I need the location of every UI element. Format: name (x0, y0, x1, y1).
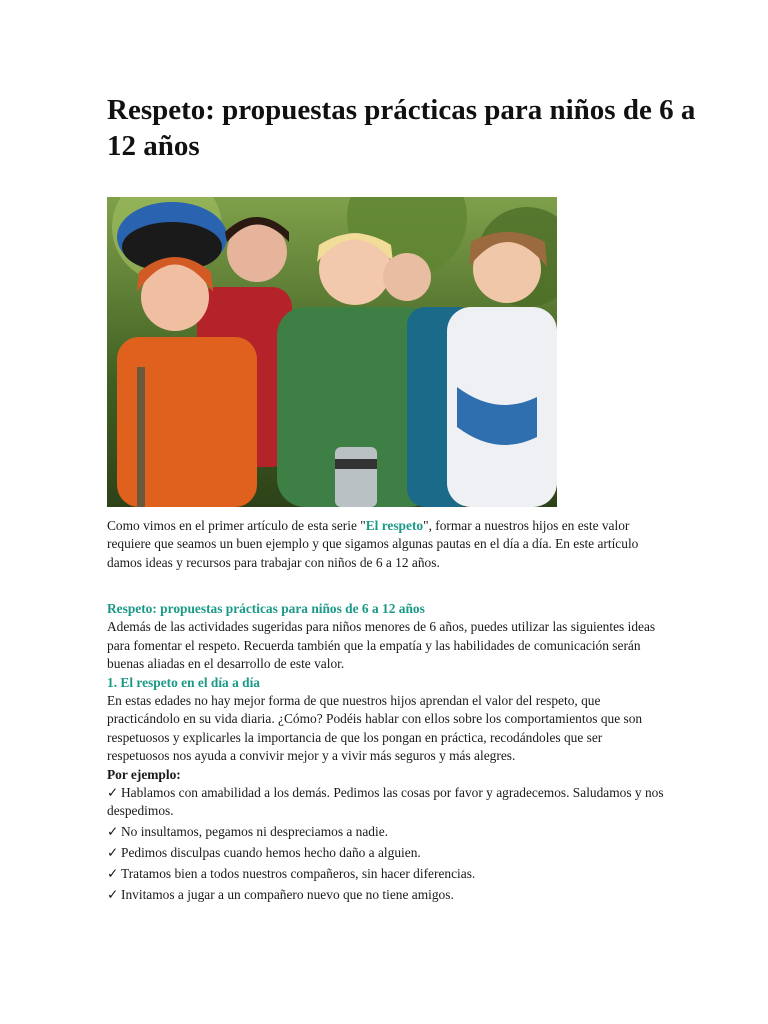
subparagraph: En estas edades no hay mejor forma de que nuestros hijos aprendan el valor del respeto, que practicándolo en su vida diaria. ¿Cómo? Podéis hablar con ellos sobre los comportamientos que son respetuosos y explicarles la importancia de que los pongan en práctica, recodándoles que ser respetuosos nos ayuda a convivir mejor y a vivir más seguros y más alegres. (107, 693, 643, 764)
subheading: 1. El respeto en el día a día (107, 674, 261, 690)
check-icon: ✓ (107, 824, 119, 840)
check-icon: ✓ (107, 887, 119, 903)
check-icon: ✓ (107, 845, 119, 861)
section-content (107, 600, 667, 907)
list-item: ✓ Tratamos bien a todos nuestros compañeros, sin hacer diferencias. (107, 865, 667, 883)
intro-text-before: Como vimos en el primer artículo de esta serie " (107, 518, 366, 533)
examples-list (107, 784, 667, 904)
list-item: ✓ Invitamos a jugar a un compañero nuevo que no tiene amigos. (107, 886, 667, 904)
list-item: ✓ Hablamos con amabilidad a los demás. Pedimos las cosas por favor y agradecemos. Saludamos y nos despedimos. (107, 785, 664, 819)
intro-paragraph (107, 517, 667, 572)
check-icon: ✓ (107, 866, 119, 882)
intro-text-after: ", formar a nuestros hijos en este valor requiere que seamos un buen ejemplo y que sigamos algunas pautas en el día a día. En este artículo damos ideas y recursos para trabajar con niños de 6 a 12 años. (107, 518, 639, 570)
example-label: Por ejemplo: (107, 766, 181, 782)
page-title: Respeto: propuestas prácticas para niños de 6 a 12 años (107, 94, 696, 162)
list-item: ✓ No insultamos, pegamos ni despreciamos a nadie. (107, 823, 667, 841)
section-paragraph: Además de las actividades sugeridas para niños menores de 6 años, puedes utilizar las siguientes ideas para fomentar el respeto. Recuerda también que la empatía y las habilidades de comunicación serán buenas aliadas en el desarrollo de este valor. (107, 619, 656, 672)
list-item: ✓ Pedimos disculpas cuando hemos hecho daño a alguien. (107, 844, 667, 862)
el-respeto-link[interactable]: El respeto (365, 518, 424, 533)
section-heading: Respeto: propuestas prácticas para niños de 6 a 12 años (107, 601, 425, 616)
group-of-boys-photo (107, 197, 557, 507)
check-icon: ✓ (107, 785, 119, 801)
